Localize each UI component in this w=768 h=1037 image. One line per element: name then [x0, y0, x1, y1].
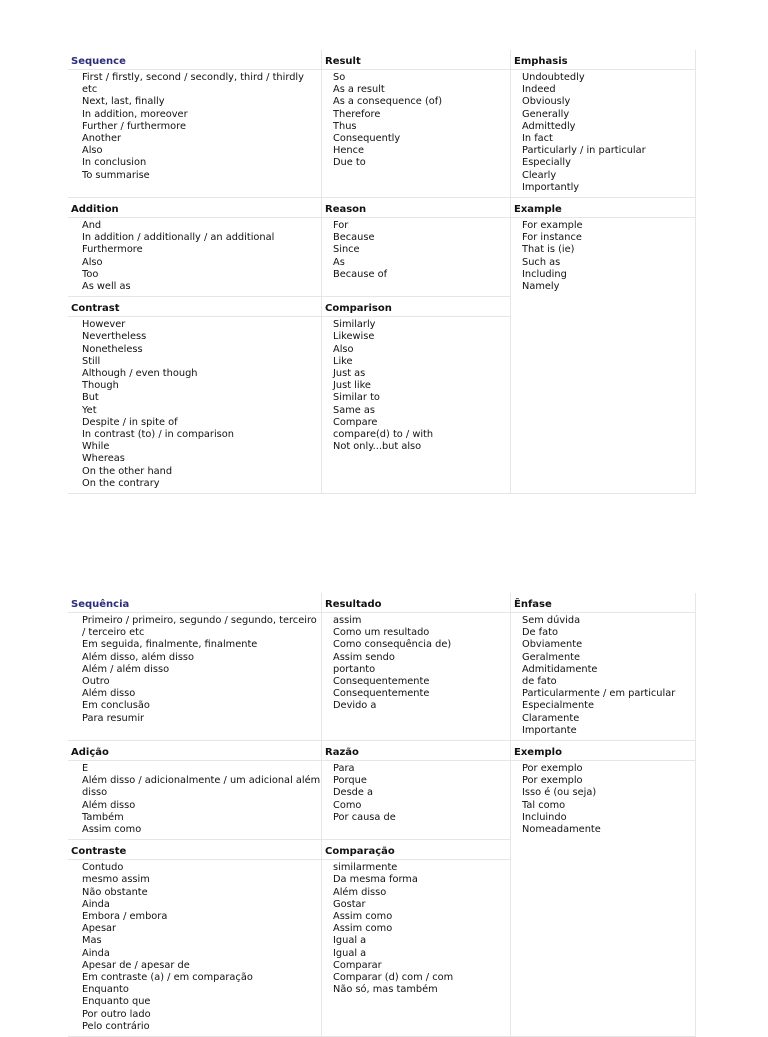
connective-item: As [333, 256, 345, 268]
connective-item: Similarly [333, 319, 376, 331]
connective-list [322, 317, 510, 456]
english-connectives-table [68, 50, 696, 494]
connective-item: Apesar [82, 923, 117, 935]
connective-item: Consequentemente [333, 688, 430, 700]
connective-item: Em seguida, finalmente, finalmente [82, 639, 258, 651]
connective-item: Enquanto [82, 984, 129, 996]
connective-item: Para [333, 763, 355, 775]
connective-item: Em conclusão [82, 700, 150, 712]
connective-item: While [82, 441, 110, 453]
connective-item: Como [333, 799, 362, 811]
connective-item: Claramente [522, 712, 580, 724]
connective-item: Furthermore [82, 244, 143, 256]
connective-item: Assim como [82, 824, 142, 836]
connective-list [511, 858, 695, 863]
connective-item: As a result [333, 84, 385, 96]
connective-item: In conclusion [82, 157, 147, 169]
connective-item: assim [333, 615, 362, 626]
connective-item: similarmente [333, 862, 398, 874]
connective-list [322, 860, 510, 999]
connective-item: Contudo [82, 862, 124, 874]
connective-item: Because [333, 232, 375, 244]
connective-item: Por causa de [333, 811, 396, 823]
connective-item: Além disso, além disso [82, 651, 195, 663]
english-cell-r0-c0 [68, 50, 322, 197]
connective-list [322, 613, 510, 716]
category-heading: Comparação [322, 840, 510, 860]
connective-item: compare(d) to / with [333, 429, 434, 441]
category-heading: Contrast [68, 297, 321, 317]
category-heading: Exemplo [511, 741, 695, 761]
connective-item: Sem dúvida [522, 615, 581, 626]
connective-item: Por outro lado [82, 1008, 151, 1020]
english-cell-r1-c1 [322, 197, 511, 296]
category-heading: Resultado [322, 593, 510, 613]
connective-item: Thus [333, 120, 357, 132]
connective-item: Nonetheless [82, 343, 143, 355]
category-heading: Example [511, 198, 695, 218]
connective-item: Como um resultado [333, 627, 430, 639]
connective-item: For example [522, 220, 583, 232]
connective-item: As a consequence (of) [333, 96, 443, 108]
connective-item: Another [82, 133, 122, 145]
connective-item: Next, last, finally [82, 96, 165, 108]
connective-item: Like [333, 355, 353, 367]
english-cell-r2-c1 [322, 296, 511, 493]
connective-item: Embora / embora [82, 911, 168, 923]
connective-item: Admittedly [522, 120, 576, 132]
connective-item: So [333, 72, 346, 83]
connective-item: Em contraste (a) / em comparação [82, 972, 253, 984]
connective-item: Similar to [333, 392, 380, 404]
english-cell-r2-c2 [511, 296, 696, 493]
connective-item: Não só, mas também [333, 984, 438, 996]
connective-item: Undoubtedly [522, 72, 585, 83]
connective-item: Just like [333, 380, 371, 392]
connective-item: For instance [522, 232, 582, 244]
category-heading: Adição [68, 741, 321, 761]
category-heading [511, 839, 695, 858]
connective-item: First / firstly, second / secondly, third / thirdly etc [82, 72, 304, 96]
connective-item: In addition / additionally / an additional [82, 232, 275, 244]
category-heading: Comparison [322, 297, 510, 317]
connective-item: Incluindo [522, 811, 567, 823]
connective-item: Nevertheless [82, 331, 147, 343]
connective-item: Assim sendo [333, 651, 395, 663]
portuguese-cell-r1-c0 [68, 740, 322, 839]
connective-item: Ainda [82, 947, 110, 959]
connective-list [68, 860, 321, 1036]
category-heading: Reason [322, 198, 510, 218]
connective-item: Além disso [333, 886, 387, 898]
connective-item: Importante [522, 724, 577, 736]
portuguese-cell-r2-c1 [322, 839, 511, 1036]
connective-item: Consequently [333, 133, 401, 145]
connective-item: Importantly [522, 181, 580, 193]
category-heading: Razão [322, 741, 510, 761]
connective-list [511, 761, 695, 839]
portuguese-cell-r0-c1 [322, 593, 511, 740]
connective-item: Despite / in spite of [82, 416, 178, 428]
connective-item: Obviously [522, 96, 571, 108]
connective-item: Including [522, 268, 567, 280]
connective-item: Such as [522, 256, 561, 268]
connective-item: Compare [333, 416, 378, 428]
connective-list [68, 613, 321, 728]
connective-list [68, 317, 321, 493]
english-cell-r2-c0 [68, 296, 322, 493]
connective-item: Although / even though [82, 368, 198, 380]
connective-item: But [82, 392, 99, 404]
connective-item: De fato [522, 627, 558, 639]
category-heading: Contraste [68, 840, 321, 860]
portuguese-cell-r2-c0 [68, 839, 322, 1036]
connective-item: Para resumir [82, 712, 145, 724]
connective-item: In contrast (to) / in comparison [82, 429, 234, 441]
connective-item: Especially [522, 157, 571, 169]
connective-item: Generally [522, 108, 570, 120]
connective-item: Além / além disso [82, 663, 170, 675]
connective-item: Primeiro / primeiro, segundo / segundo, terceiro / terceiro etc [82, 615, 317, 639]
connective-item: Just as [333, 368, 366, 380]
connective-item: Por exemplo [522, 763, 583, 775]
portuguese-cell-r2-c2 [511, 839, 696, 1036]
connective-item: Also [333, 343, 354, 355]
connective-list [322, 70, 510, 173]
connective-item: That is (ie) [522, 244, 575, 256]
connective-item: Além disso [82, 799, 136, 811]
connective-item: Apesar de / apesar de [82, 959, 190, 971]
category-heading: Ênfase [511, 593, 695, 613]
connective-item: Além disso [82, 688, 136, 700]
connective-item: And [82, 220, 102, 232]
connective-item: Admitidamente [522, 663, 598, 675]
english-cell-r1-c0 [68, 197, 322, 296]
connective-item: Enquanto que [82, 996, 151, 1008]
connective-item: Outro [82, 676, 110, 688]
connective-item: Namely [522, 281, 560, 293]
connective-item: Isso é (ou seja) [522, 787, 597, 799]
connective-item: However [82, 319, 126, 331]
category-heading: Sequence [68, 50, 321, 70]
connective-item: Nomeadamente [522, 824, 601, 836]
connective-list [322, 218, 510, 284]
connective-item: Still [82, 355, 101, 367]
connective-item: de fato [522, 676, 557, 688]
connective-item: Porque [333, 775, 367, 787]
connective-item: E [82, 763, 89, 775]
connective-item: In fact [522, 133, 553, 145]
connective-item: For [333, 220, 349, 232]
connective-item: Consequentemente [333, 676, 430, 688]
connective-item: Obviamente [522, 639, 583, 651]
connective-list [511, 218, 695, 296]
connective-item: Because of [333, 268, 388, 280]
connective-item: To summarise [82, 169, 150, 181]
connective-item: Since [333, 244, 360, 256]
connective-item: Likewise [333, 331, 375, 343]
category-heading [511, 296, 695, 315]
portuguese-cell-r0-c2 [511, 593, 696, 740]
english-cell-r0-c1 [322, 50, 511, 197]
connective-list [68, 218, 321, 296]
portuguese-connectives-table [68, 593, 696, 1037]
connective-item: Desde a [333, 787, 374, 799]
connective-item: Comparar (d) com / com [333, 972, 454, 984]
connective-item: Também [82, 811, 124, 823]
connective-item: Hence [333, 145, 365, 157]
portuguese-cell-r0-c0 [68, 593, 322, 740]
connective-item: Mas [82, 935, 102, 947]
connective-list [68, 70, 321, 185]
connective-item: Further / furthermore [82, 120, 186, 132]
connective-list [68, 761, 321, 839]
connective-item: Indeed [522, 84, 556, 96]
connective-item: On the other hand [82, 465, 173, 477]
connective-item: In addition, moreover [82, 108, 188, 120]
connective-item: Igual a [333, 947, 367, 959]
connective-item: Especialmente [522, 700, 595, 712]
category-heading: Emphasis [511, 50, 695, 70]
connective-item: Não obstante [82, 886, 148, 898]
connective-item: Assim como [333, 911, 393, 923]
connective-item: On the contrary [82, 477, 160, 489]
connective-item: Gostar [333, 898, 366, 910]
connective-item: Also [82, 256, 103, 268]
connective-item: Devido a [333, 700, 377, 712]
connective-item: Also [82, 145, 103, 157]
connective-item: Not only...but also [333, 441, 422, 453]
category-heading: Sequência [68, 593, 321, 613]
connective-item: Therefore [333, 108, 381, 120]
connective-item: Por exemplo [522, 775, 583, 787]
connective-item: Whereas [82, 453, 125, 465]
connective-list [322, 761, 510, 827]
connective-item: As well as [82, 281, 131, 293]
connective-item: Pelo contrário [82, 1020, 150, 1032]
connective-item: Particularmente / em particular [522, 688, 676, 700]
connective-item: Comparar [333, 959, 382, 971]
connective-item: Além disso / adicionalmente / um adicional além disso [82, 775, 321, 799]
connective-item: Como consequência de) [333, 639, 452, 651]
portuguese-cell-r1-c1 [322, 740, 511, 839]
connective-list [511, 70, 695, 197]
category-heading: Addition [68, 198, 321, 218]
connective-item: Clearly [522, 169, 557, 181]
connective-item: Igual a [333, 935, 367, 947]
connective-item: Tal como [522, 799, 566, 811]
connective-item: Due to [333, 157, 366, 169]
connective-list [511, 613, 695, 740]
connective-item: Particularly / in particular [522, 145, 646, 157]
category-heading: Result [322, 50, 510, 70]
english-cell-r0-c2 [511, 50, 696, 197]
connective-item: Too [82, 268, 99, 280]
english-cell-r1-c2 [511, 197, 696, 296]
portuguese-cell-r1-c2 [511, 740, 696, 839]
connective-item: portanto [333, 663, 376, 675]
connective-item: Ainda [82, 898, 110, 910]
connective-item: Da mesma forma [333, 874, 418, 886]
connective-item: Though [82, 380, 119, 392]
connective-item: mesmo assim [82, 874, 150, 886]
connective-list [511, 315, 695, 320]
connective-item: Same as [333, 404, 376, 416]
connective-item: Yet [82, 404, 97, 416]
connective-item: Assim como [333, 923, 393, 935]
connective-item: Geralmente [522, 651, 581, 663]
